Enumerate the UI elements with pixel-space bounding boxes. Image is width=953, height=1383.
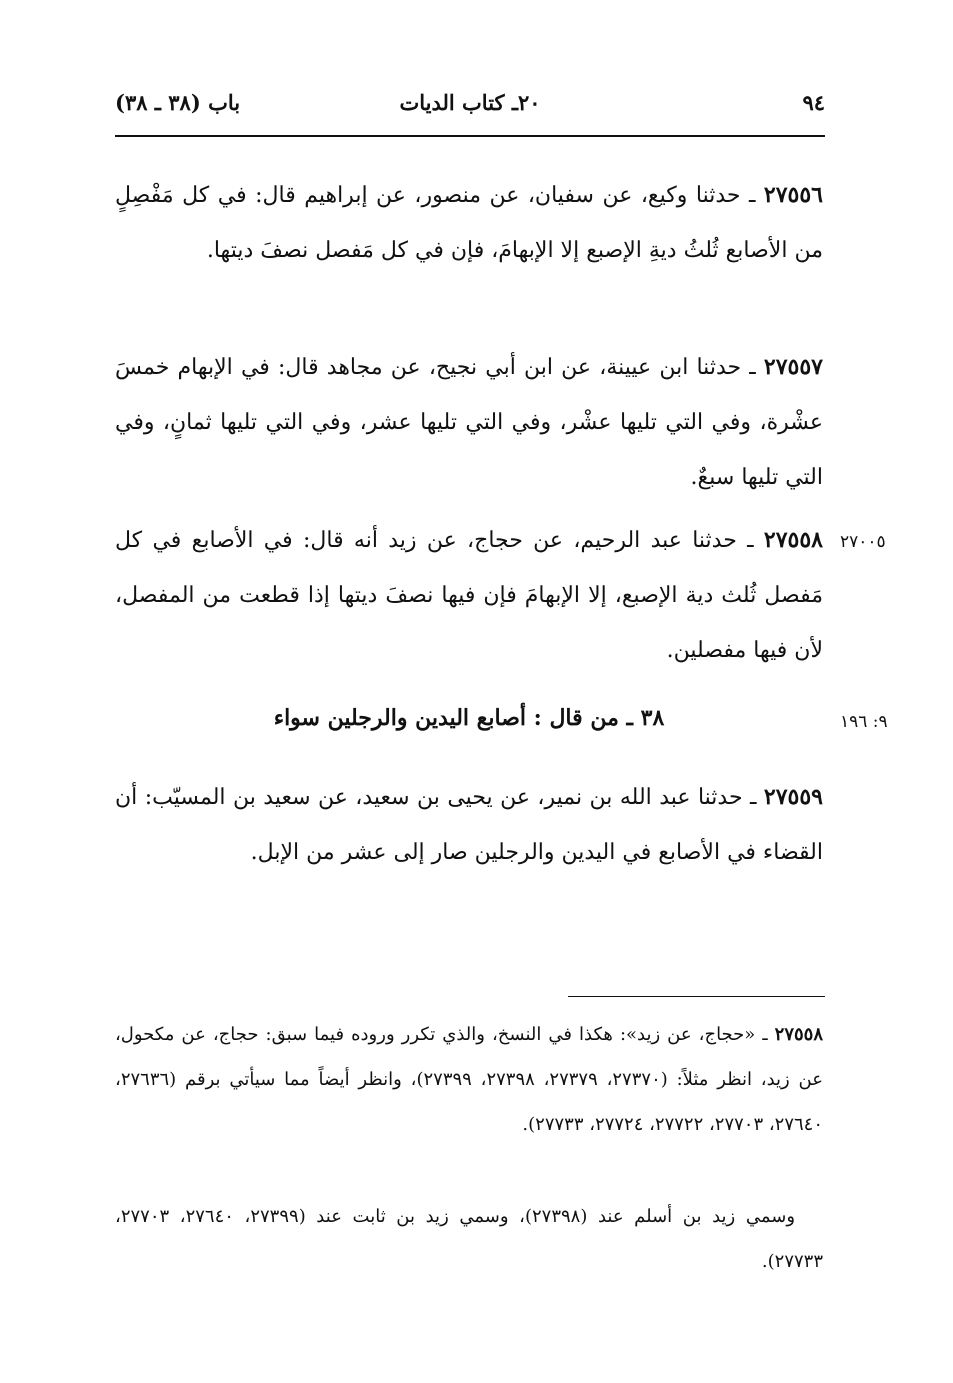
footnote-number: ٢٧٥٥٨ bbox=[774, 1024, 823, 1045]
hadith-entry bbox=[115, 340, 823, 505]
footnote-rule bbox=[568, 996, 825, 997]
section-title: أصابع اليدين والرجلين سواء bbox=[273, 705, 526, 731]
footnote bbox=[115, 1194, 823, 1284]
running-header bbox=[115, 86, 825, 126]
section-heading bbox=[115, 694, 823, 742]
hadith-entry bbox=[115, 168, 823, 278]
entry-text: ـ حدثنا وكيع، عن سفيان، عن منصور، عن إبراهيم قال: في كل مَفْصِلٍ من الأصابع ثُلثُ ديةِ الإصبع إلا الإبهامَ، فإن في كل مَفصل نصفَ ديتها. bbox=[115, 183, 823, 263]
hadith-entry bbox=[115, 513, 823, 678]
footnote-text: ـ «حجاج، عن زيد»: هكذا في النسخ، والذي تكرر وروده فيما سبق: حجاج، عن مكحول، عن زيد، انظر مثلاً: (٢٧٣٧٠، ٢٧٣٧٩، ٢٧٣٩٨، ٢٧٣٩٩)، وانظر أيضاً مما سيأتي برقم (٢٧٦٣٦، ٢٧٦٤٠، ٢٧٧٠٣، ٢٧٧٢٢، ٢٧٧٢٤، ٢٧٧٣٣). bbox=[115, 1024, 824, 1135]
footnote bbox=[115, 1012, 823, 1147]
header-rule bbox=[115, 135, 825, 137]
book-title: ٢٠ـ كتاب الديات bbox=[399, 90, 541, 115]
entry-text: ـ حدثنا ابن عيينة، عن ابن أبي نجيح، عن مجاهد قال: في الإبهام خمسَ عشْرة، وفي التي تليها عشْر، وفي التي تليها عشر، وفي التي تليها ثمانٍ، وفي التي تليها سبعٌ. bbox=[115, 355, 823, 490]
entry-number: ٢٧٥٥٩ bbox=[763, 784, 823, 810]
footnote-text: وسمي زيد بن أسلم عند (٢٧٣٩٨)، وسمي زيد بن ثابت عند (٢٧٣٩٩، ٢٧٦٤٠، ٢٧٧٠٣، ٢٧٧٣٣). bbox=[115, 1206, 823, 1272]
chapter-range: باب (٣٨ ـ ٣٨) bbox=[115, 90, 241, 115]
entry-text: ـ حدثنا عبد الرحيم، عن حجاج، عن زيد أنه قال: في الأصابع في كل مَفصل ثُلث دية الإصبع، إلا الإبهامَ فإن فيها نصفَ ديتها إذا قطعت من المفصل، لأن فيها مفصلين. bbox=[115, 528, 823, 663]
entry-number: ٢٧٥٥٦ bbox=[763, 182, 823, 208]
entry-text: ـ حدثنا عبد الله بن نمير، عن يحيى بن سعيد، عن سعيد بن المسيّب: أن القضاء في الأصابع في اليدين والرجلين صار إلى عشر من الإبل. bbox=[115, 785, 823, 865]
margin-reference: ٩: ١٩٦ bbox=[840, 712, 888, 732]
margin-reference: ٢٧٠٠٥ bbox=[840, 532, 886, 552]
section-number: ٣٨ ـ من قال : bbox=[533, 705, 665, 731]
page-number: ٩٤ bbox=[802, 90, 825, 115]
hadith-entry bbox=[115, 770, 823, 880]
entry-number: ٢٧٥٥٧ bbox=[763, 354, 823, 380]
entry-number: ٢٧٥٥٨ bbox=[763, 527, 823, 553]
